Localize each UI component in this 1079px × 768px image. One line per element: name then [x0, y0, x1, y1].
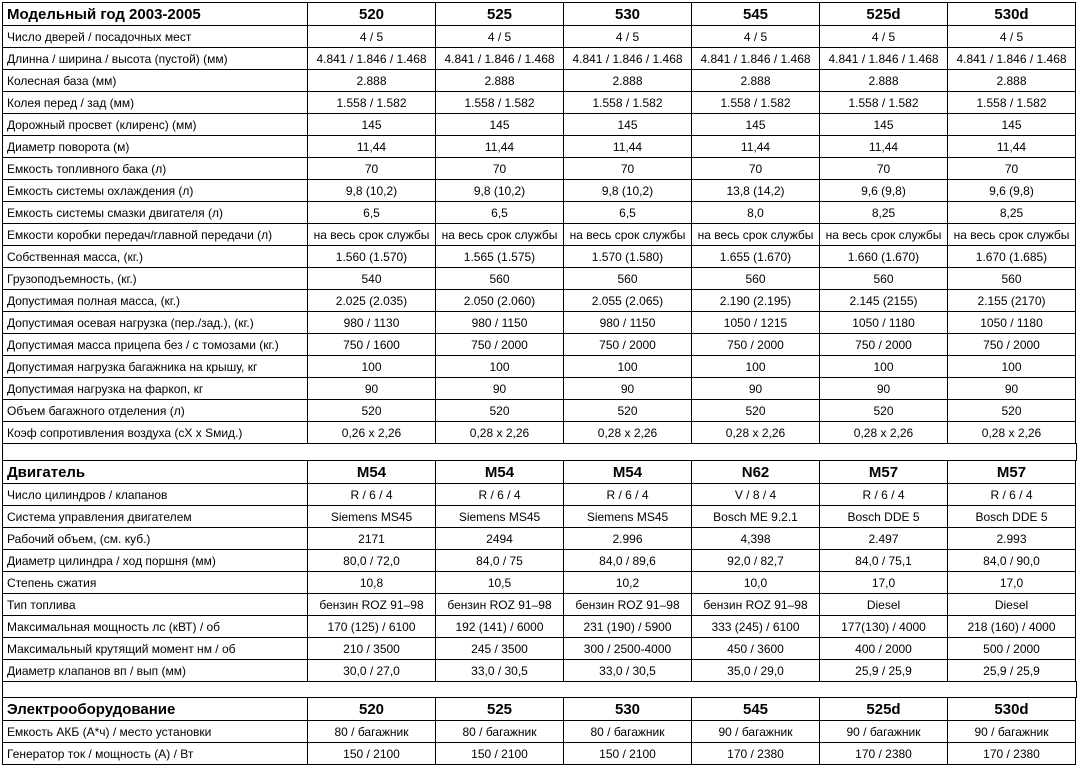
- table-cell: 218 (160) / 4000: [948, 616, 1076, 638]
- table-cell: Bosch DDE 5: [948, 506, 1076, 528]
- table-row: [3, 158, 1076, 180]
- table-cell: 80,0 / 72,0: [308, 550, 436, 572]
- column-header: 545: [692, 698, 820, 721]
- section-divider: [2, 681, 1077, 698]
- table-cell: 1.560 (1.570): [308, 246, 436, 268]
- table-cell: 520: [948, 400, 1076, 422]
- table-cell: 90 / багажник: [820, 721, 948, 743]
- table-cell: 33,0 / 30,5: [564, 660, 692, 682]
- general-header-row: [3, 3, 1076, 26]
- table-cell: 11,44: [820, 136, 948, 158]
- table-cell: на весь срок службы: [436, 224, 564, 246]
- column-header: M54: [436, 461, 564, 484]
- row-label: Максимальный крутящий момент нм / об: [3, 638, 308, 660]
- table-cell: 6,5: [436, 202, 564, 224]
- table-cell: 9,8 (10,2): [308, 180, 436, 202]
- table-cell: на весь срок службы: [692, 224, 820, 246]
- table-cell: 750 / 2000: [564, 334, 692, 356]
- table-cell: R / 6 / 4: [436, 484, 564, 506]
- table-cell: 9,6 (9,8): [820, 180, 948, 202]
- row-label: Степень сжатия: [3, 572, 308, 594]
- table-cell: V / 8 / 4: [692, 484, 820, 506]
- table-cell: 540: [308, 268, 436, 290]
- table-cell: 100: [820, 356, 948, 378]
- table-cell: 11,44: [564, 136, 692, 158]
- table-cell: 210 / 3500: [308, 638, 436, 660]
- table-cell: Diesel: [948, 594, 1076, 616]
- table-cell: 100: [948, 356, 1076, 378]
- table-cell: 90 / багажник: [692, 721, 820, 743]
- row-label: Диаметр цилиндра / ход поршня (мм): [3, 550, 308, 572]
- table-cell: 90: [820, 378, 948, 400]
- table-cell: 245 / 3500: [436, 638, 564, 660]
- table-cell: 1.558 / 1.582: [692, 92, 820, 114]
- general-spec-table: [2, 2, 1076, 444]
- table-cell: 560: [564, 268, 692, 290]
- table-cell: 0,28 x 2,26: [436, 422, 564, 444]
- table-cell: на весь срок службы: [948, 224, 1076, 246]
- table-cell: 84,0 / 75,1: [820, 550, 948, 572]
- table-cell: 90: [948, 378, 1076, 400]
- table-cell: 9,8 (10,2): [436, 180, 564, 202]
- table-cell: 145: [948, 114, 1076, 136]
- table-cell: 1.558 / 1.582: [820, 92, 948, 114]
- table-cell: 145: [308, 114, 436, 136]
- column-header: N62: [692, 461, 820, 484]
- table-cell: 2.497: [820, 528, 948, 550]
- row-label: Допустимая нагрузка багажника на крышу, кг: [3, 356, 308, 378]
- row-label: Собственная масса, (кг.): [3, 246, 308, 268]
- table-row: [3, 268, 1076, 290]
- table-row: [3, 334, 1076, 356]
- table-row: [3, 224, 1076, 246]
- column-header: M57: [948, 461, 1076, 484]
- row-label: Колея перед / зад (мм): [3, 92, 308, 114]
- table-cell: 4 / 5: [564, 26, 692, 48]
- table-cell: 500 / 2000: [948, 638, 1076, 660]
- electrical-spec-table: [2, 697, 1076, 765]
- table-cell: 150 / 2100: [308, 743, 436, 765]
- table-row: [3, 92, 1076, 114]
- row-label: Число дверей / посадочных мест: [3, 26, 308, 48]
- table-cell: 13,8 (14,2): [692, 180, 820, 202]
- table-cell: 2171: [308, 528, 436, 550]
- table-cell: 1.558 / 1.582: [436, 92, 564, 114]
- table-row: [3, 572, 1076, 594]
- row-label: Допустимая нагрузка на фаркоп, кг: [3, 378, 308, 400]
- column-header: M54: [564, 461, 692, 484]
- table-cell: 2.025 (2.035): [308, 290, 436, 312]
- table-cell: 2.155 (2170): [948, 290, 1076, 312]
- table-cell: R / 6 / 4: [308, 484, 436, 506]
- table-cell: R / 6 / 4: [564, 484, 692, 506]
- table-row: [3, 48, 1076, 70]
- table-cell: Siemens MS45: [564, 506, 692, 528]
- table-cell: 170 / 2380: [820, 743, 948, 765]
- table-cell: 2.888: [436, 70, 564, 92]
- table-cell: 4 / 5: [692, 26, 820, 48]
- table-cell: 2.993: [948, 528, 1076, 550]
- table-cell: 6,5: [564, 202, 692, 224]
- table-cell: 4,398: [692, 528, 820, 550]
- table-cell: бензин ROZ 91–98: [308, 594, 436, 616]
- table-row: [3, 550, 1076, 572]
- table-cell: 100: [436, 356, 564, 378]
- table-cell: 145: [436, 114, 564, 136]
- column-header: 530: [564, 698, 692, 721]
- table-cell: 520: [820, 400, 948, 422]
- engine-header-row: [3, 461, 1076, 484]
- table-cell: 560: [436, 268, 564, 290]
- table-cell: 560: [692, 268, 820, 290]
- table-cell: на весь срок службы: [564, 224, 692, 246]
- table-cell: 150 / 2100: [564, 743, 692, 765]
- table-cell: 192 (141) / 6000: [436, 616, 564, 638]
- table-cell: 4.841 / 1.846 / 1.468: [564, 48, 692, 70]
- table-cell: 4.841 / 1.846 / 1.468: [692, 48, 820, 70]
- table-cell: 177(130) / 4000: [820, 616, 948, 638]
- table-row: [3, 616, 1076, 638]
- column-header: 520: [308, 3, 436, 26]
- table-cell: 0,28 x 2,26: [948, 422, 1076, 444]
- table-cell: бензин ROZ 91–98: [564, 594, 692, 616]
- table-cell: 10,0: [692, 572, 820, 594]
- table-cell: 35,0 / 29,0: [692, 660, 820, 682]
- row-label: Допустимая полная масса, (кг.): [3, 290, 308, 312]
- section-divider: [2, 443, 1077, 461]
- column-header: 545: [692, 3, 820, 26]
- column-header: 530: [564, 3, 692, 26]
- table-cell: 145: [564, 114, 692, 136]
- row-label: Грузоподъемность, (кг.): [3, 268, 308, 290]
- table-cell: 100: [308, 356, 436, 378]
- table-row: [3, 594, 1076, 616]
- table-cell: 70: [692, 158, 820, 180]
- table-cell: R / 6 / 4: [948, 484, 1076, 506]
- table-row: [3, 114, 1076, 136]
- electrical-section-title: Электрооборудование: [3, 698, 308, 721]
- column-header: 525: [436, 698, 564, 721]
- table-cell: 90: [564, 378, 692, 400]
- row-label: Число цилиндров / клапанов: [3, 484, 308, 506]
- table-cell: 2494: [436, 528, 564, 550]
- table-cell: 1050 / 1180: [820, 312, 948, 334]
- table-row: [3, 528, 1076, 550]
- row-label: Система управления двигателем: [3, 506, 308, 528]
- table-cell: 84,0 / 90,0: [948, 550, 1076, 572]
- table-cell: 92,0 / 82,7: [692, 550, 820, 572]
- table-cell: 980 / 1130: [308, 312, 436, 334]
- table-cell: 90: [436, 378, 564, 400]
- table-cell: 520: [564, 400, 692, 422]
- table-row: [3, 660, 1076, 682]
- table-cell: 520: [308, 400, 436, 422]
- table-cell: 0,26 x 2,26: [308, 422, 436, 444]
- table-cell: 70: [436, 158, 564, 180]
- table-cell: 80 / багажник: [436, 721, 564, 743]
- table-cell: 10,2: [564, 572, 692, 594]
- table-cell: 2.888: [820, 70, 948, 92]
- table-row: [3, 246, 1076, 268]
- table-cell: 750 / 2000: [692, 334, 820, 356]
- table-row: [3, 290, 1076, 312]
- column-header: 520: [308, 698, 436, 721]
- column-header: 525d: [820, 3, 948, 26]
- column-header: M57: [820, 461, 948, 484]
- table-cell: 84,0 / 75: [436, 550, 564, 572]
- table-cell: 980 / 1150: [436, 312, 564, 334]
- table-cell: 1.670 (1.685): [948, 246, 1076, 268]
- row-label: Объем багажного отделения (л): [3, 400, 308, 422]
- table-cell: 11,44: [692, 136, 820, 158]
- table-cell: 80 / багажник: [308, 721, 436, 743]
- table-cell: Siemens MS45: [436, 506, 564, 528]
- table-cell: 750 / 2000: [436, 334, 564, 356]
- table-row: [3, 70, 1076, 92]
- table-cell: 8,25: [820, 202, 948, 224]
- table-cell: 90: [692, 378, 820, 400]
- table-cell: 84,0 / 89,6: [564, 550, 692, 572]
- table-cell: R / 6 / 4: [820, 484, 948, 506]
- table-cell: 1050 / 1215: [692, 312, 820, 334]
- electrical-header-row: [3, 698, 1076, 721]
- table-cell: 1.558 / 1.582: [308, 92, 436, 114]
- row-label: Емкости коробки передач/главной передачи (л): [3, 224, 308, 246]
- table-cell: на весь срок службы: [308, 224, 436, 246]
- table-cell: Bosch ME 9.2.1: [692, 506, 820, 528]
- table-cell: 10,5: [436, 572, 564, 594]
- general-section-title: Модельный год 2003-2005: [3, 3, 308, 26]
- column-header: 525: [436, 3, 564, 26]
- table-cell: 0,28 x 2,26: [820, 422, 948, 444]
- table-row: [3, 400, 1076, 422]
- table-cell: бензин ROZ 91–98: [436, 594, 564, 616]
- table-cell: 560: [820, 268, 948, 290]
- table-cell: 4.841 / 1.846 / 1.468: [436, 48, 564, 70]
- table-cell: 2.888: [564, 70, 692, 92]
- column-header: 530d: [948, 3, 1076, 26]
- table-cell: 70: [564, 158, 692, 180]
- table-cell: 1.565 (1.575): [436, 246, 564, 268]
- table-cell: 4.841 / 1.846 / 1.468: [948, 48, 1076, 70]
- table-cell: 750 / 2000: [820, 334, 948, 356]
- table-cell: 9,6 (9,8): [948, 180, 1076, 202]
- table-cell: 145: [692, 114, 820, 136]
- table-cell: 145: [820, 114, 948, 136]
- table-cell: 100: [564, 356, 692, 378]
- table-cell: 100: [692, 356, 820, 378]
- table-cell: 2.145 (2155): [820, 290, 948, 312]
- row-label: Емкость системы охлаждения (л): [3, 180, 308, 202]
- table-row: [3, 180, 1076, 202]
- table-cell: Bosch DDE 5: [820, 506, 948, 528]
- table-cell: 0,28 x 2,26: [692, 422, 820, 444]
- table-cell: 300 / 2500-4000: [564, 638, 692, 660]
- table-cell: Siemens MS45: [308, 506, 436, 528]
- row-label: Длинна / ширина / высота (пустой) (мм): [3, 48, 308, 70]
- table-cell: 30,0 / 27,0: [308, 660, 436, 682]
- table-cell: 150 / 2100: [436, 743, 564, 765]
- table-cell: 8,0: [692, 202, 820, 224]
- table-cell: 1.660 (1.670): [820, 246, 948, 268]
- row-label: Рабочий объем, (см. куб.): [3, 528, 308, 550]
- table-cell: 2.050 (2.060): [436, 290, 564, 312]
- table-cell: 90: [308, 378, 436, 400]
- table-cell: 450 / 3600: [692, 638, 820, 660]
- table-cell: 980 / 1150: [564, 312, 692, 334]
- table-cell: 11,44: [436, 136, 564, 158]
- table-cell: 9,8 (10,2): [564, 180, 692, 202]
- table-row: [3, 202, 1076, 224]
- row-label: Емкость АКБ (А*ч) / место установки: [3, 721, 308, 743]
- row-label: Дорожный просвет (клиренс) (мм): [3, 114, 308, 136]
- engine-spec-table: [2, 460, 1076, 682]
- table-cell: 520: [436, 400, 564, 422]
- table-row: [3, 484, 1076, 506]
- table-cell: 17,0: [948, 572, 1076, 594]
- table-cell: 400 / 2000: [820, 638, 948, 660]
- table-cell: 1.558 / 1.582: [948, 92, 1076, 114]
- table-row: [3, 506, 1076, 528]
- row-label: Емкость системы смазки двигателя (л): [3, 202, 308, 224]
- row-label: Колесная база (мм): [3, 70, 308, 92]
- table-cell: 2.996: [564, 528, 692, 550]
- row-label: Генератор ток / мощность (А) / Вт: [3, 743, 308, 765]
- table-cell: 17,0: [820, 572, 948, 594]
- table-cell: 90 / багажник: [948, 721, 1076, 743]
- table-cell: Diesel: [820, 594, 948, 616]
- table-cell: 2.888: [308, 70, 436, 92]
- table-cell: 170 / 2380: [948, 743, 1076, 765]
- table-cell: 80 / багажник: [564, 721, 692, 743]
- table-cell: 10,8: [308, 572, 436, 594]
- row-label: Допустимая осевая нагрузка (пер./зад.), (кг.): [3, 312, 308, 334]
- table-cell: 1.570 (1.580): [564, 246, 692, 268]
- row-label: Максимальная мощность лс (кВТ) / об: [3, 616, 308, 638]
- table-cell: 70: [820, 158, 948, 180]
- table-row: [3, 638, 1076, 660]
- table-cell: 520: [692, 400, 820, 422]
- column-header: 525d: [820, 698, 948, 721]
- table-cell: 170 (125) / 6100: [308, 616, 436, 638]
- table-cell: на весь срок службы: [820, 224, 948, 246]
- table-row: [3, 743, 1076, 765]
- table-cell: 1.655 (1.670): [692, 246, 820, 268]
- table-cell: 1.558 / 1.582: [564, 92, 692, 114]
- table-row: [3, 356, 1076, 378]
- table-cell: 70: [308, 158, 436, 180]
- table-cell: 1050 / 1180: [948, 312, 1076, 334]
- table-cell: 4.841 / 1.846 / 1.468: [820, 48, 948, 70]
- table-row: [3, 312, 1076, 334]
- table-cell: 11,44: [308, 136, 436, 158]
- table-cell: 2.888: [948, 70, 1076, 92]
- table-cell: 11,44: [948, 136, 1076, 158]
- row-label: Коэф сопротивления воздуха (cX x Sмид.): [3, 422, 308, 444]
- table-cell: бензин ROZ 91–98: [692, 594, 820, 616]
- table-cell: 6,5: [308, 202, 436, 224]
- table-cell: 4 / 5: [308, 26, 436, 48]
- table-cell: 560: [948, 268, 1076, 290]
- table-cell: 4.841 / 1.846 / 1.468: [308, 48, 436, 70]
- table-cell: 8,25: [948, 202, 1076, 224]
- table-cell: 4 / 5: [948, 26, 1076, 48]
- table-cell: 25,9 / 25,9: [948, 660, 1076, 682]
- row-label: Тип топлива: [3, 594, 308, 616]
- column-header: M54: [308, 461, 436, 484]
- table-cell: 750 / 1600: [308, 334, 436, 356]
- table-cell: 33,0 / 30,5: [436, 660, 564, 682]
- table-cell: 2.190 (2.195): [692, 290, 820, 312]
- row-label: Диаметр поворота (м): [3, 136, 308, 158]
- table-row: [3, 26, 1076, 48]
- table-cell: 2.055 (2.065): [564, 290, 692, 312]
- table-cell: 170 / 2380: [692, 743, 820, 765]
- table-cell: 2.888: [692, 70, 820, 92]
- table-row: [3, 422, 1076, 444]
- row-label: Диаметр клапанов вп / вып (мм): [3, 660, 308, 682]
- engine-section-title: Двигатель: [3, 461, 308, 484]
- table-cell: 25,9 / 25,9: [820, 660, 948, 682]
- table-cell: 4 / 5: [820, 26, 948, 48]
- table-cell: 231 (190) / 5900: [564, 616, 692, 638]
- table-cell: 70: [948, 158, 1076, 180]
- table-cell: 750 / 2000: [948, 334, 1076, 356]
- row-label: Допустимая масса прицепа без / с томозами (кг.): [3, 334, 308, 356]
- table-cell: 0,28 x 2,26: [564, 422, 692, 444]
- row-label: Емкость топливного бака (л): [3, 158, 308, 180]
- table-cell: 333 (245) / 6100: [692, 616, 820, 638]
- column-header: 530d: [948, 698, 1076, 721]
- table-row: [3, 721, 1076, 743]
- table-row: [3, 378, 1076, 400]
- table-row: [3, 136, 1076, 158]
- table-cell: 4 / 5: [436, 26, 564, 48]
